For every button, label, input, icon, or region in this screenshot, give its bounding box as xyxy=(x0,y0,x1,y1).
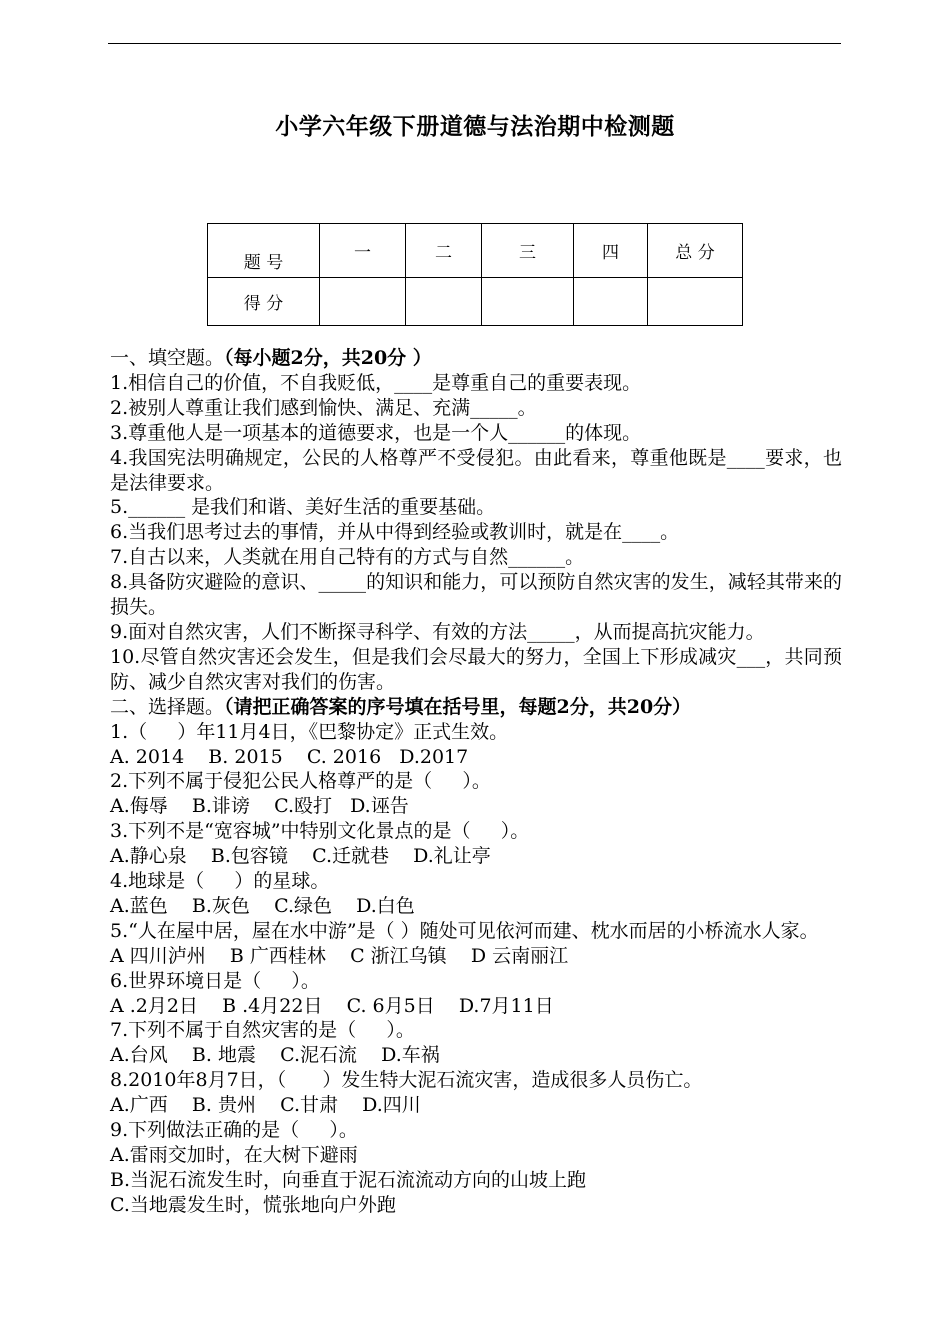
page-title: 小学六年级下册道德与法治期中检测题 xyxy=(275,113,675,140)
score-table-col-1: 一 xyxy=(320,224,406,278)
choice-options: A.蓝色 B.灰色 C.绿色 D.白色 xyxy=(110,894,415,917)
fill-question: 4.我国宪法明确规定，公民的人格尊严不受侵犯。由此看来，尊重他既是____要求，也是法律要求。 xyxy=(110,446,842,494)
score-table-col-total: 总 分 xyxy=(648,224,743,278)
fill-question: 8.具备防灾避险的意识、_____的知识和能力，可以预防自然灾害的发生，减轻其带来的损失。 xyxy=(110,571,842,619)
score-table-col-2: 二 xyxy=(406,224,482,278)
score-table-label-score: 得 分 xyxy=(208,278,320,326)
fill-question: 10.尽管自然灾害还会发生，但是我们会尽最大的努力，全国上下形成减灾___，共同预防、减少自然灾害对我们的伤害。 xyxy=(110,645,842,693)
fill-question: 1.相信自己的价值，不自我贬低，____是尊重自己的重要表现。 xyxy=(110,371,642,394)
score-table-col-3: 三 xyxy=(482,224,574,278)
score-cell xyxy=(406,278,482,326)
choice-options: A.广西 B. 贵州 C.甘肃 D.四川 xyxy=(110,1094,421,1117)
score-table-col-4: 四 xyxy=(574,224,648,278)
choice-question: 6.世界环境日是（ ）。 xyxy=(110,969,320,992)
choice-options: A .2月2日 B .4月22日 C. 6月5日 D.7月11日 xyxy=(110,994,554,1017)
score-cell xyxy=(574,278,648,326)
score-table xyxy=(207,223,743,326)
fill-question: 9.面对自然灾害，人们不断探寻科学、有效的方法_____，从而提高抗灾能力。 xyxy=(110,620,765,643)
choice-options: A.静心泉 B.包容镜 C.迁就巷 D.礼让亭 xyxy=(110,845,491,868)
score-cell xyxy=(320,278,406,326)
choice-question: 4.地球是（ ）的星球。 xyxy=(110,870,330,893)
choice-option: C.当地震发生时，慌张地向户外跑 xyxy=(110,1193,396,1216)
score-table-score-row xyxy=(208,278,743,326)
choice-question: 9.下列做法正确的是（ ）。 xyxy=(110,1119,358,1142)
choice-option: B.当泥石流发生时，向垂直于泥石流流动方向的山坡上跑 xyxy=(110,1168,587,1191)
choice-question: 1.（ ）年11月4日，《巴黎协定》正式生效。 xyxy=(110,720,509,743)
score-table-label-question: 题 号 xyxy=(208,224,320,278)
choice-question: 2.下列不属于侵犯公民人格尊严的是（ ）。 xyxy=(110,770,491,793)
fill-question: 2.被别人尊重让我们感到愉快、满足、充满_____。 xyxy=(110,396,537,419)
section-1-heading: 一、填空题。（每小题2分，共20分 ） xyxy=(110,347,432,369)
fill-question: 7.自古以来，人类就在用自己特有的方式与自然______。 xyxy=(110,546,585,569)
choice-options: A. 2014 B. 2015 C. 2016 D.2017 xyxy=(110,745,469,768)
choice-options: A 四川泸州 B 广西桂林 C 浙江乌镇 D 云南丽江 xyxy=(110,944,569,967)
score-table-header-row xyxy=(208,224,743,278)
choice-options: A.台风 B. 地震 C.泥石流 D.车祸 xyxy=(110,1044,440,1067)
choice-option: A.雷雨交加时，在大树下避雨 xyxy=(110,1144,358,1166)
choice-options: A.侮辱 B.诽谤 C.殴打 D.诬告 xyxy=(110,795,409,818)
choice-question: 8.2010年8月7日，（ ）发生特大泥石流灾害，造成很多人员伤亡。 xyxy=(110,1069,703,1092)
choice-question: 7.下列不属于自然灾害的是（ ）。 xyxy=(110,1019,415,1042)
score-cell xyxy=(648,278,743,326)
section-2-heading: 二、选择题。（请把正确答案的序号填在括号里，每题2分，共20分） xyxy=(110,695,692,718)
choice-question: 5.“人在屋中居，屋在水中游”是（ ）随处可见依河而建、枕水而居的小桥流水人家。 xyxy=(110,919,819,942)
fill-question: 3.尊重他人是一项基本的道德要求，也是一个人______的体现。 xyxy=(110,421,642,444)
fill-question: 6.当我们思考过去的事情，并从中得到经验或教训时，就是在____。 xyxy=(110,521,680,544)
score-cell xyxy=(482,278,574,326)
exam-body xyxy=(110,346,842,1218)
section-2-note: （请把正确答案的序号填在括号里，每题2分，共20分） xyxy=(224,695,692,718)
section-1-note: （每小题2分，共20分 ） xyxy=(224,347,432,369)
choice-question: 3.下列不是“宽容城”中特别文化景点的是（ ）。 xyxy=(110,820,530,843)
header-rule xyxy=(108,43,841,44)
fill-question: 5.______ 是我们和谐、美好生活的重要基础。 xyxy=(110,496,496,519)
